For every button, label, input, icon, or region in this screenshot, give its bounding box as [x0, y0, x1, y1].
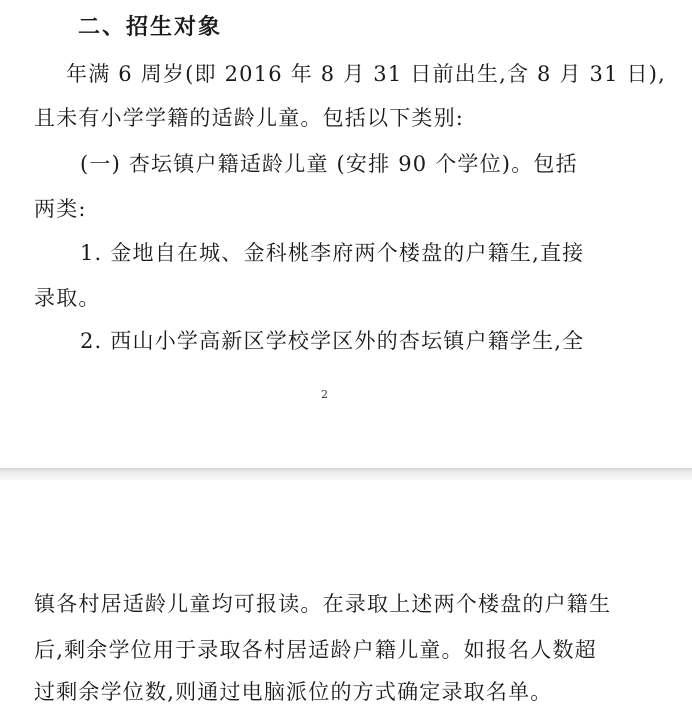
list-item-line: 1. 金地自在城、金科桃李府两个楼盘的户籍生,直接	[80, 241, 585, 265]
paragraph-line: 录取。	[34, 286, 101, 310]
page-number: 2	[321, 388, 328, 401]
paragraph-line: 过剩余学位数,则通过电脑派位的方式确定录取名单。	[34, 680, 553, 704]
section-heading: 二、招生对象	[78, 15, 223, 40]
paragraph-line: 镇各村居适龄儿童均可报读。在录取上述两个楼盘的户籍生	[34, 592, 612, 616]
paragraph-line: 后,剩余学位用于录取各村居适龄户籍儿童。如报名人数超	[34, 638, 597, 662]
document-page-3	[0, 480, 692, 712]
paragraph-line: 且未有小学学籍的适龄儿童。包括以下类别:	[34, 106, 465, 130]
paragraph-line: 两类:	[34, 197, 87, 221]
paragraph-line: (一) 杏坛镇户籍适龄儿童 (安排 90 个学位)。包括	[80, 152, 578, 176]
page-separator	[0, 468, 692, 480]
paragraph-line: 年满 6 周岁(即 2016 年 8 月 31 日前出生,含 8 月 31 日),	[66, 62, 667, 86]
list-item-line: 2. 西山小学高新区学校学区外的杏坛镇户籍学生,全	[80, 329, 585, 353]
